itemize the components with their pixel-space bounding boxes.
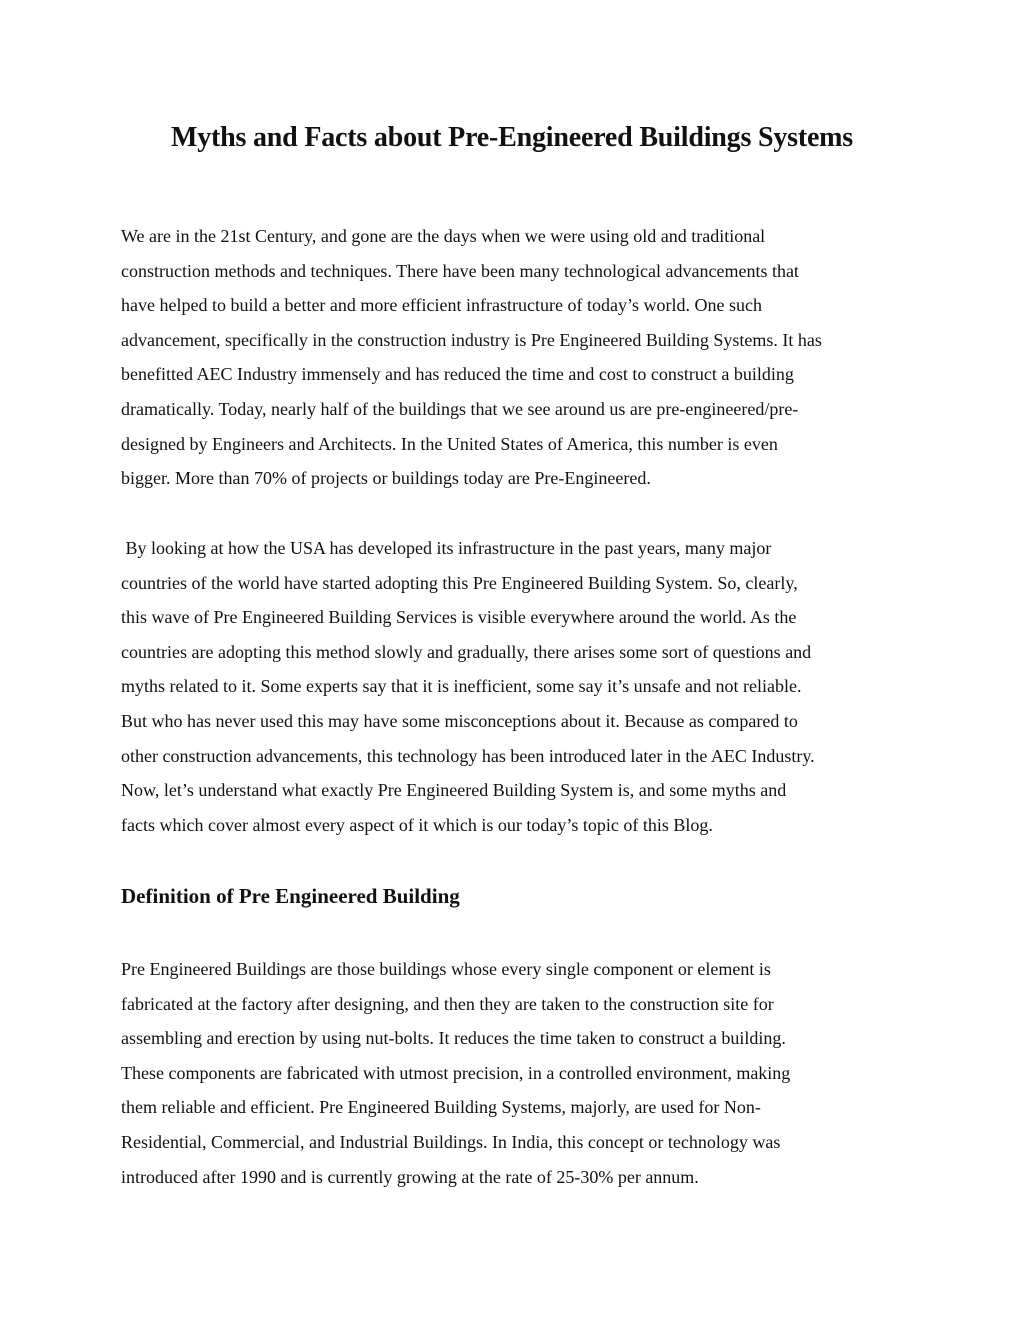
text-line: have helped to build a better and more efficient infrastructure of today’s world. One such	[121, 295, 762, 316]
text-line: other construction advancements, this technology has been introduced later in the AEC Industry.	[121, 745, 815, 766]
text-line: Pre Engineered Buildings are those buildings whose every single component or element is	[121, 959, 771, 979]
section-heading: Definition of Pre Engineered Building	[121, 884, 460, 908]
text-line: this wave of Pre Engineered Building Services is visible everywhere around the world. As the	[121, 607, 797, 628]
text-line: assembling and erection by using nut-bolts. It reduces the time taken to construct a building.	[121, 1028, 786, 1049]
text-line: These components are fabricated with utmost precision, in a controlled environment, making	[121, 1062, 791, 1083]
text-line: designed by Engineers and Architects. In the United States of America, this number is even	[121, 433, 778, 454]
document-title: Myths and Facts about Pre-Engineered Buildings Systems	[170, 122, 853, 153]
text-line: countries are adopting this method slowly and gradually, there arises some sort of questions and	[121, 641, 812, 662]
text-line: We are in the 21st Century, and gone are the days when we were using old and traditional	[121, 226, 766, 246]
text-line: myths related to it. Some experts say that it is inefficient, some say it’s unsafe and not reliable.	[121, 676, 802, 697]
text-line: By looking at how the USA has developed its infrastructure in the past years, many major	[121, 538, 772, 558]
text-line: Now, let’s understand what exactly Pre Engineered Building System is, and some myths and	[121, 780, 787, 801]
text-line: advancement, specifically in the construction industry is Pre Engineered Building Systems. It has	[121, 329, 822, 350]
text-line: bigger. More than 70% of projects or buildings today are Pre-Engineered.	[121, 468, 651, 489]
text-line: countries of the world have started adopting this Pre Engineered Building System. So, clearly,	[121, 572, 798, 593]
text-line: fabricated at the factory after designing, and then they are taken to the construction site for	[121, 993, 774, 1014]
text-line: them reliable and efficient. Pre Engineered Building Systems, majorly, are used for Non-	[121, 1097, 761, 1118]
intro-paragraph	[121, 219, 822, 496]
text-line: dramatically. Today, nearly half of the buildings that we see around us are pre-engineered/pre-	[121, 398, 799, 419]
text-line: construction methods and techniques. There have been many technological advancements that	[121, 260, 799, 281]
usa-adoption-paragraph	[121, 531, 815, 842]
text-line: But who has never used this may have some misconceptions about it. Because as compared to	[121, 710, 798, 731]
text-line: Residential, Commercial, and Industrial Buildings. In India, this concept or technology was	[121, 1131, 781, 1152]
definition-paragraph	[121, 952, 790, 1194]
text-line: facts which cover almost every aspect of it which is our today’s topic of this Blog.	[121, 814, 713, 835]
text-line: introduced after 1990 and is currently growing at the rate of 25-30% per annum.	[121, 1166, 699, 1187]
text-line: benefitted AEC Industry immensely and has reduced the time and cost to construct a building	[121, 364, 794, 385]
